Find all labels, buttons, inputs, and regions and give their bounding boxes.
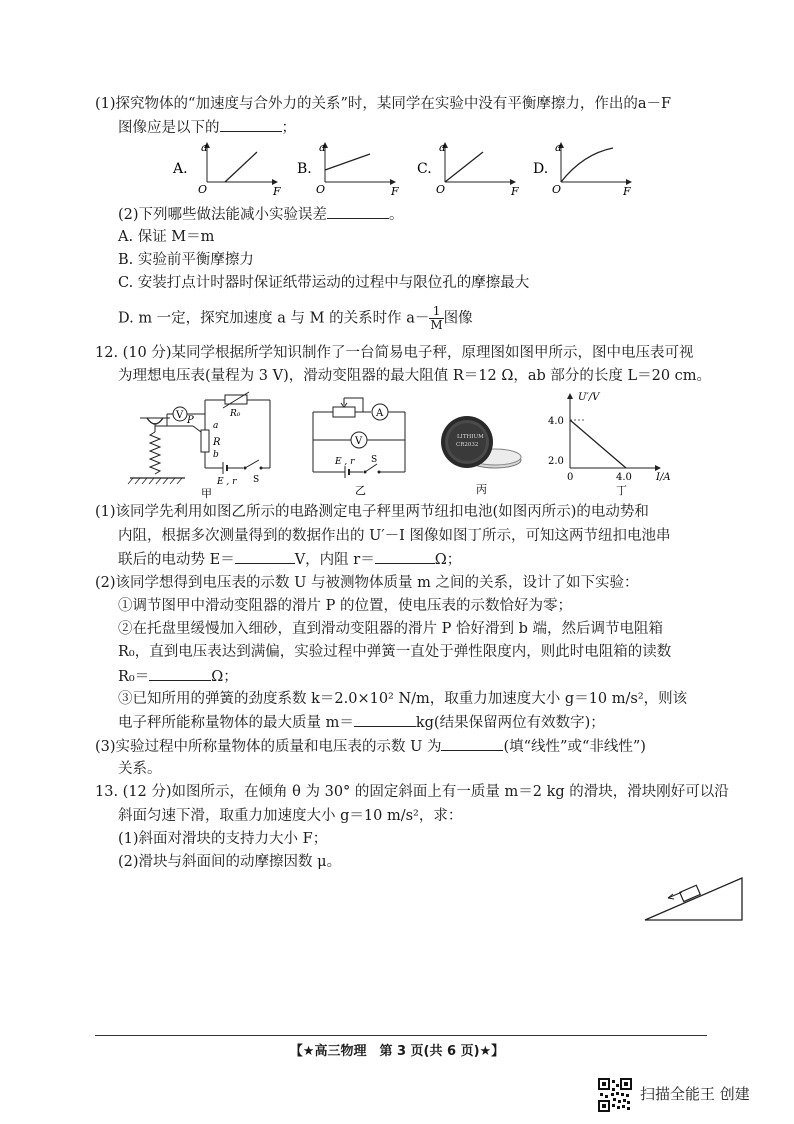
- figure-yi-caption: 乙: [355, 484, 366, 497]
- origin-label: O: [198, 183, 208, 196]
- q12-part1-line3: [118, 549, 461, 570]
- y-tick-bottom: 2.0: [548, 456, 564, 467]
- q12-part3-text: (3)实验过程中所称量物体的质量和电压表的示数 U 为: [95, 739, 442, 755]
- answer-blank-r0[interactable]: [149, 666, 211, 681]
- terminal-b-label: b: [213, 450, 219, 460]
- figure-ding-caption: 丁: [616, 484, 627, 496]
- q12-mass-text: 电子秤所能称量物体的最大质量 m＝: [118, 715, 354, 731]
- q11-option-graphs: [165, 140, 635, 198]
- x-axis-label: I/A: [656, 472, 671, 483]
- option-c-graph[interactable]: [417, 141, 519, 198]
- option-a-label: A.: [173, 161, 188, 177]
- option-c-label: C.: [417, 161, 432, 177]
- q12-step1: ①调节图甲中滑动变阻器的滑片 P 的位置，使电压表的示数恰好为零；: [118, 598, 572, 614]
- axis-a-label: a: [201, 141, 208, 154]
- q13-part2: (2)滑块与斜面间的动摩擦因数 μ。: [118, 854, 342, 870]
- q11-option-d-text: D. m 一定，探究加速度 a 与 M 的关系时作 a－: [118, 310, 430, 327]
- answer-blank[interactable]: [220, 117, 282, 132]
- axis-f-label: F: [511, 185, 519, 198]
- q11-option-b: B. 实验前平衡摩擦力: [118, 252, 254, 268]
- axis-a-label: a: [555, 141, 562, 154]
- q11-part1-line2: [118, 117, 296, 138]
- option-d-graph[interactable]: [533, 141, 631, 198]
- q12-step3-line2: [118, 712, 605, 733]
- q12-part1-end: Ω；: [434, 552, 462, 568]
- q12-part3-line2: 关系。: [118, 761, 162, 777]
- answer-blank-mass[interactable]: [354, 712, 416, 727]
- q12-r0-end: Ω；: [211, 669, 238, 685]
- answer-blank[interactable]: [327, 204, 389, 219]
- q12-resistance-text: V，内阻 r＝: [294, 552, 375, 568]
- scanner-watermark: 扫描全能王 创建: [640, 1085, 750, 1103]
- figure-bing-coin-cells: [435, 408, 525, 498]
- slider-block: [680, 885, 700, 901]
- voltmeter-label: V: [355, 436, 363, 447]
- switch-label: S: [371, 455, 378, 465]
- q12-emf-text: 联后的电动势 E＝: [118, 552, 235, 568]
- q12-step2-line3: [118, 666, 238, 687]
- answer-blank-linearity[interactable]: [441, 736, 503, 751]
- q11-part2-line: [118, 204, 404, 225]
- fraction: [429, 305, 443, 332]
- cell-model-text: CR2032: [456, 442, 479, 448]
- ammeter-label: A: [376, 408, 384, 419]
- r0-label: R₀: [230, 409, 241, 419]
- q12-step3-line1: ③已知所用的弹簧的劲度系数 k＝2.0×10² N/m，取重力加速度大小 g＝10 m/s²，则该: [118, 691, 688, 707]
- x-tick: 4.0: [616, 472, 632, 483]
- q12-step2-line2: R₀，直到电压表达到满偏，实验过程中弹簧一直处于弹性限度内，则此时电阻箱的读数: [118, 644, 672, 660]
- q12-part2-heading: (2)该同学想得到电压表的示数 U 与被测物体质量 m 之间的关系，设计了如下实验：: [95, 575, 639, 591]
- q11-part1-line1: (1)探究物体的“加速度与合外力的关系”时，某同学在实验中没有平衡摩擦力，作出的a－F: [95, 96, 672, 112]
- q12-step2-line1: ②在托盘里缓慢加入细砂，直到滑动变阻器的滑片 P 恰好滑到 b 端，然后调节电阻箱: [118, 621, 663, 637]
- incline-diagram: [640, 870, 750, 926]
- q12-part1-line2: 内阻，根据多次测量得到的数据作出的 U′－I 图像如图丁所示，可知这两节纽扣电池串: [118, 528, 671, 544]
- option-d-label: D.: [533, 161, 549, 177]
- q12-part3-line1: [95, 736, 646, 757]
- q12-heading-line1: 12. (10 分)某同学根据所学知识制作了一台简易电子秤，原理图如图甲所示，图中电压表可视: [95, 345, 694, 361]
- option-b-graph[interactable]: [297, 141, 399, 198]
- slider-p-label: P: [187, 415, 194, 426]
- axis-f-label: F: [391, 185, 399, 198]
- origin-label: O: [436, 183, 446, 196]
- qr-code-icon: [598, 1078, 632, 1112]
- terminal-a-label: a: [213, 421, 219, 431]
- answer-blank-resistance[interactable]: [375, 549, 435, 564]
- figure-jia-caption: 甲: [201, 487, 212, 500]
- page-footer: 【★高三物理 第 3 页(共 6 页)★】: [289, 1044, 505, 1059]
- q11-part2-text: (2)下列哪些做法能减小实验误差: [118, 207, 328, 223]
- rheostat-r-label: R: [213, 437, 221, 448]
- figure-ding-graph: [548, 390, 678, 496]
- y-tick-top: 4.0: [548, 416, 564, 427]
- option-b-label: B.: [297, 161, 312, 177]
- q11-option-d-end: 图像: [443, 310, 473, 327]
- switch-label: S: [253, 475, 260, 485]
- q12-r0-text: R₀＝: [118, 669, 150, 685]
- axis-f-label: F: [273, 185, 281, 198]
- battery-label: E , r: [217, 477, 237, 487]
- q11-option-a: A. 保证 M＝m: [118, 229, 215, 245]
- axis-f-label: F: [623, 185, 631, 198]
- q11-option-c: C. 安装打点计时器时保证纸带运动的过程中与限位孔的摩擦最大: [118, 275, 530, 291]
- q12-mass-end: kg(结果保留两位有效数字)；: [415, 715, 605, 731]
- footer-divider: [95, 1035, 707, 1036]
- cell-text: LITHIUM: [457, 434, 484, 440]
- figure-yi-circuit: [305, 392, 415, 497]
- q13-part1: (1)斜面对滑块的支持力大小 F；: [118, 831, 328, 847]
- fraction-numerator: 1: [429, 305, 443, 319]
- option-a-graph[interactable]: [172, 141, 281, 198]
- q12-part3-end: (填“线性”或“非线性”): [503, 739, 646, 755]
- answer-blank-emf[interactable]: [235, 549, 295, 564]
- voltmeter-label: V: [176, 410, 184, 421]
- q12-heading-line2: 为理想电压表(量程为 3 V)，滑动变阻器的最大阻值 R＝12 Ω，ab 部分的长度 L＝20 cm。: [118, 368, 712, 384]
- q11-part2-end: 。: [389, 207, 404, 223]
- fraction-denominator: M: [430, 318, 443, 332]
- origin-label: O: [316, 183, 326, 196]
- q11-option-d: [118, 305, 473, 332]
- q13-heading-line2: 斜面匀速下滑，取重力加速度大小 g＝10 m/s²，求：: [118, 808, 463, 824]
- q11-part1-end: ；: [281, 120, 296, 136]
- figure-jia-circuit: [125, 390, 285, 500]
- figure-bing-caption: 丙: [476, 483, 487, 496]
- y-axis-label: U′/V: [578, 392, 600, 403]
- q13-heading-line1: 13. (12 分)如图所示，在倾角 θ 为 30° 的固定斜面上有一质量 m＝2 kg 的滑块，滑块刚好可以沿: [95, 784, 729, 800]
- origin-label: O: [552, 183, 562, 196]
- q11-part1-text: 图像应是以下的: [118, 120, 220, 136]
- axis-a-label: a: [439, 141, 446, 154]
- battery-label: E , r: [335, 457, 355, 467]
- axis-a-label: a: [319, 141, 326, 154]
- origin-label: 0: [567, 472, 574, 483]
- q12-part1-line1: (1)该同学先利用如图乙所示的电路测定电子秤里两节纽扣电池(如图丙所示)的电动势和: [95, 504, 649, 520]
